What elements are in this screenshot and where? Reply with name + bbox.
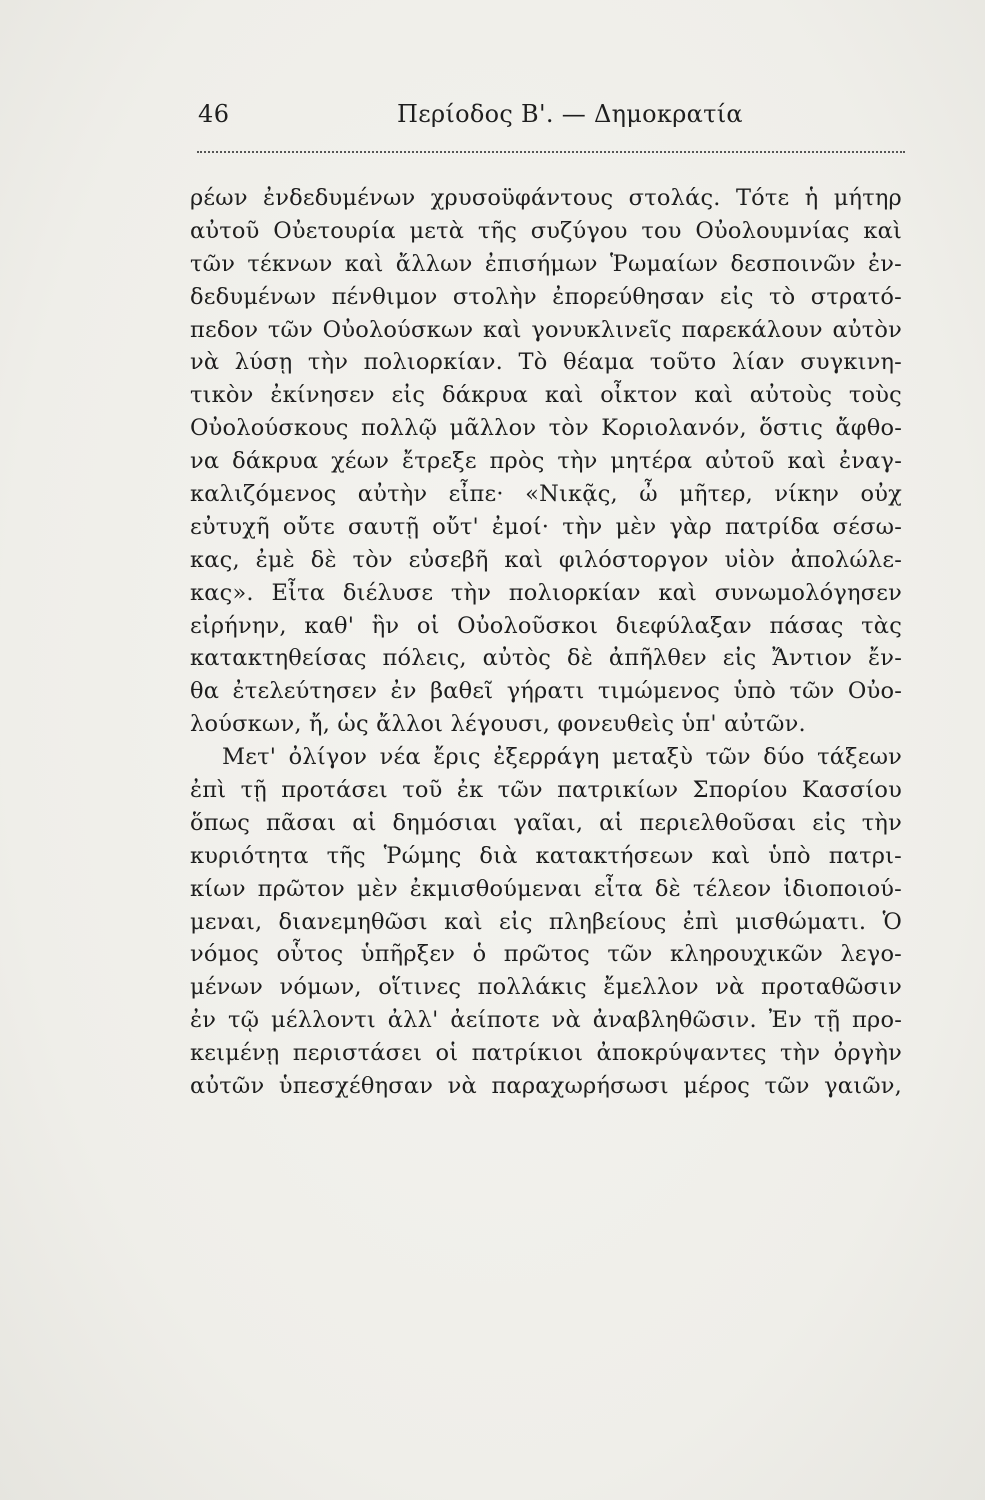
text-line: ἐπὶ τῇ προτάσει τοῦ ἐκ τῶν πατρικίων Σπορίου Κασσίου — [190, 777, 902, 804]
text-line: Οὐολούσκους πολλῷ μᾶλλον τὸν Κοριολανόν, ὅστις ἄφθο- — [190, 415, 902, 442]
page-number: 46 — [198, 100, 230, 128]
text-line: κυριότητα τῆς Ῥώμης διὰ κατακτήσεων καὶ ὑπὸ πατρι- — [190, 842, 902, 869]
text-line: ἐν τῷ μέλλοντι ἀλλ' ἀείποτε νὰ ἀναβληθῶσιν. Ἐν τῇ προ- — [190, 1007, 902, 1034]
text-line: ὅπως πᾶσαι αἱ δημόσιαι γαῖαι, αἱ περιελθοῦσαι εἰς τὴν — [190, 809, 902, 836]
text-line: κας». Εἶτα διέλυσε τὴν πολιορκίαν καὶ συνωμολόγησεν — [190, 579, 902, 606]
text-line: εἰρήνην, καθ' ἣν οἱ Οὐολοῦσκοι διεφύλαξαν πάσας τὰς — [190, 612, 902, 639]
text-line: να δάκρυα χέων ἔτρεξε πρὸς τὴν μητέρα αὐτοῦ καὶ ἐναγ- — [190, 448, 902, 475]
text-line: κίων πρῶτον μὲν ἐκμισθούμεναι εἶτα δὲ τέλεον ἰδιοποιού- — [190, 875, 902, 902]
text-line: δεδυμένων πένθιμον στολὴν ἐπορεύθησαν εἰς τὸ στρατό- — [190, 283, 902, 310]
text-line: αὐτῶν ὑπεσχέθησαν νὰ παραχωρήσωσι μέρος τῶν γαιῶν, — [190, 1073, 902, 1100]
page-header — [190, 100, 890, 140]
text-line: πεδον τῶν Οὐολούσκων καὶ γονυκλινεῖς παρεκάλουν αὐτὸν — [190, 316, 902, 343]
body-text — [190, 182, 902, 1103]
text-line: τῶν τέκνων καὶ ἄλλων ἐπισήμων Ῥωμαίων δεσποινῶν ἐν- — [190, 250, 902, 277]
text-line: καλιζόμενος αὐτὴν εἶπε· «Νικᾷς, ὦ μῆτερ, νίκην οὐχ — [190, 481, 902, 508]
running-title: Περίοδος Β'. — Δημοκρατία — [397, 100, 743, 128]
text-line: αὐτοῦ Οὐετουρία μετὰ τῆς συζύγου του Οὐολουμνίας καὶ — [190, 217, 902, 244]
text-line: τικὸν ἐκίνησεν εἰς δάκρυα καὶ οἶκτον καὶ αὐτοὺς τοὺς — [190, 382, 902, 409]
text-line: νόμος οὗτος ὑπῆρξεν ὁ πρῶτος τῶν κληρουχικῶν λεγο- — [190, 941, 902, 968]
text-line: κας, ἐμὲ δὲ τὸν εὐσεβῆ καὶ φιλόστοργον υἱὸν ἀπολώλε- — [190, 546, 902, 573]
text-line: ρέων ἐνδεδυμένων χρυσοϋφάντους στολάς. Τότε ἡ μήτηρ — [190, 185, 902, 211]
text-line: λούσκων, ἤ, ὡς ἄλλοι λέγουσι, φονευθεὶς ὑπ' αὐτῶν. — [190, 711, 806, 738]
text-line: θα ἐτελεύτησεν ἐν βαθεῖ γήρατι τιμώμενος ὑπὸ τῶν Οὐο- — [190, 678, 902, 705]
header-rule — [197, 151, 905, 153]
text-line: Μετ' ὀλίγον νέα ἔρις ἐξερράγη μεταξὺ τῶν δύο τάξεων — [222, 744, 902, 771]
text-line: νὰ λύσῃ τὴν πολιορκίαν. Τὸ θέαμα τοῦτο λίαν συγκινη- — [190, 349, 902, 376]
text-line: μένων νόμων, οἵτινες πολλάκις ἔμελλον νὰ προταθῶσιν — [190, 974, 902, 1001]
text-line: κειμένῃ περιστάσει οἱ πατρίκιοι ἀποκρύψαντες τὴν ὀργὴν — [190, 1040, 902, 1067]
text-line: μεναι, διανεμηθῶσι καὶ εἰς πληβείους ἐπὶ μισθώματι. Ὁ — [190, 908, 902, 935]
text-line: κατακτηθείσας πόλεις, αὐτὸς δὲ ἀπῆλθεν εἰς Ἄντιον ἔν- — [190, 645, 902, 672]
text-line: εὐτυχῆ οὔτε σαυτῇ οὔτ' ἐμοί· τὴν μὲν γὰρ πατρίδα σέσω- — [190, 513, 902, 540]
